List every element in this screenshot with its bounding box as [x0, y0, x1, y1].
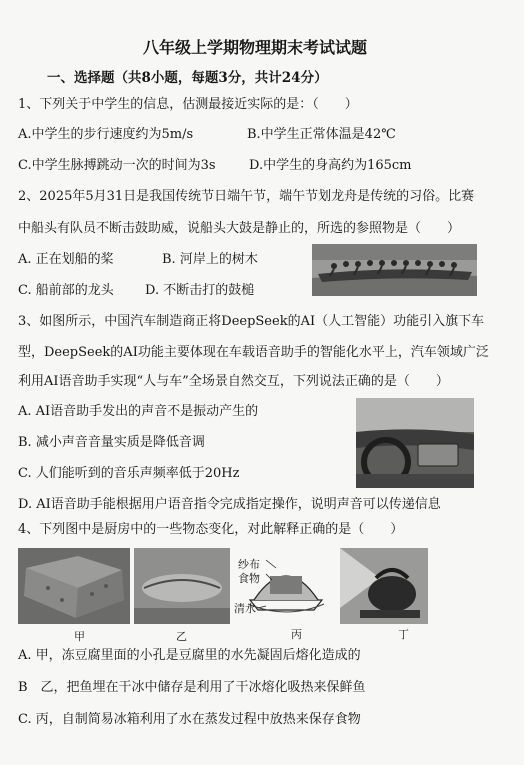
- q2-option-c: C. 船前部的龙头: [18, 283, 114, 298]
- q2-option-a: A. 正在划船的桨: [18, 252, 114, 267]
- q1-option-c: C.中学生脉搏跳动一次的时间为3s: [18, 158, 216, 173]
- q1-option-a: A.中学生的步行速度约为5m/s: [18, 127, 194, 142]
- figure-jia-photo: [18, 548, 130, 624]
- label-water: 清水: [234, 602, 256, 615]
- q4-option-c: C. 丙，自制简易冰箱利用了水在蒸发过程中放热来保存食物: [18, 712, 361, 727]
- q4-option-a: A. 甲，冻豆腐里面的小孔是豆腐里的水先凝固后熔化造成的: [18, 648, 361, 663]
- q2-line1: 2、2025年5月31日是我国传统节日端午节，端午节划龙舟是传统的习俗。比赛: [18, 189, 475, 204]
- q2-line2: 中船头有队员不断击鼓助威，说船头大鼓是静止的，所选的参照物是（ ）: [18, 221, 461, 236]
- q1-option-d: D.中学生的身高约为165cm: [249, 158, 412, 173]
- q1-option-b: B.中学生正常体温是42℃: [247, 127, 396, 142]
- figure-yi-photo: [134, 548, 230, 624]
- exam-title: 八年级上学期物理期末考试试题: [143, 38, 368, 57]
- q2-option-d: D. 不断击打的鼓槌: [145, 283, 255, 298]
- q3-line1: 3、如图所示，中国汽车制造商正将DeepSeek的AI（人工智能）功能引入旗下车: [18, 314, 485, 329]
- q2-option-b: B. 河岸上的树木: [162, 252, 258, 267]
- caption-yi: 乙: [176, 630, 187, 643]
- dragon-boat-photo: [312, 244, 477, 296]
- car-interior-photo: [356, 398, 474, 488]
- q3-option-d: D. AI语音助手能根据用户语音指令完成指定操作，说明声音可以传递信息: [18, 497, 441, 512]
- figure-ding-photo: [340, 548, 428, 624]
- caption-jia: 甲: [74, 630, 85, 643]
- q4-stem: 4、下列图中是厨房中的一些物态变化，对此解释正确的是（ ）: [18, 522, 404, 537]
- q3-option-c: C. 人们能听到的音乐声频率低于20Hz: [18, 466, 240, 481]
- label-food: 食物: [238, 572, 260, 585]
- q3-line3: 利用AI语音助手实现“人与车”全场景自然交互，下列说法正确的是（ ）: [18, 374, 449, 389]
- q3-option-b: B. 减小声音音量实质是降低音调: [18, 435, 205, 450]
- caption-ding: 丁: [398, 628, 409, 641]
- q4-option-b: B 乙，把鱼埋在干冰中储存是利用了干冰熔化吸热来保鲜鱼: [18, 680, 366, 695]
- caption-bing: 丙: [291, 628, 302, 641]
- label-gauze: 纱布: [238, 558, 260, 571]
- q3-option-a: A. AI语音助手发出的声音不是振动产生的: [18, 404, 259, 419]
- section-heading: 一、选择题（共8小题，每题3分，共计24分）: [47, 70, 328, 86]
- q1-stem: 1、下列关于中学生的信息，估测最接近实际的是：（ ）: [18, 97, 358, 112]
- q3-line2: 型，DeepSeek的AI功能主要体现在车载语音助手的智能化水平上，汽车领域广泛: [18, 345, 489, 360]
